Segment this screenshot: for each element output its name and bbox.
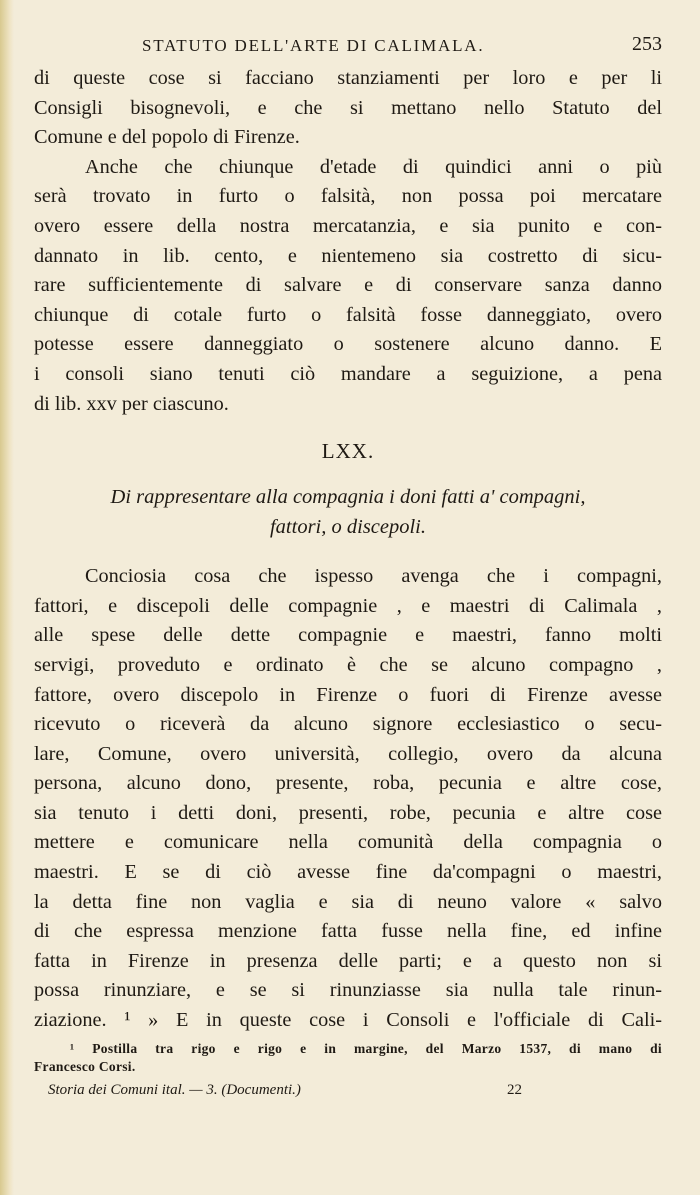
text-line: fattore, overo discepolo in Firenze o fuori di Firenze avesse xyxy=(34,683,662,706)
text-line: Comune e del popolo di Firenze. xyxy=(34,126,300,149)
text-line: di che espressa menzione fatta fusse nella fine, ed infine xyxy=(34,920,662,943)
text-line: i consoli siano tenuti ciò mandare a seguizione, a pena xyxy=(34,362,662,385)
signature-number: 22 xyxy=(507,1081,522,1098)
text-line: di queste cose si facciano stanziamenti per loro e per li xyxy=(34,67,662,89)
text-line: Conciosia cosa che ispesso avenga che i compagni, xyxy=(85,565,662,588)
text-line: dannato in lib. cento, e nientemeno sia costretto di sicu- xyxy=(34,244,662,267)
text-line: serà trovato in furto o falsità, non possa poi mercatare xyxy=(34,185,662,208)
chapter-title-line: Di rappresentare alla compagnia i doni fatti a' compagni, xyxy=(110,486,586,509)
text-line: lare, Comune, overo università, collegio, overo da alcuna xyxy=(34,742,662,765)
footnote-line: ¹ Postilla tra rigo e rigo e in margine, del Marzo 1537, di mano di xyxy=(70,1040,662,1056)
paragraph-continuation xyxy=(34,64,662,153)
text-line: sia tenuto i detti doni, presenti, robe, pecunia e altre cose xyxy=(34,801,662,824)
chapter-number: LXX. xyxy=(321,439,375,464)
text-line: possa rinunziare, e se si rinunziasse sia nulla tale rinun- xyxy=(34,979,662,1002)
running-header xyxy=(34,30,662,64)
running-title: STATUTO DELL'ARTE DI CALIMALA. xyxy=(142,36,485,55)
text-line: fattori, e discepoli delle compagnie , e maestri di Calimala , xyxy=(34,594,662,617)
text-line: Anche che chiunque d'etade di quindici anni o più xyxy=(85,155,662,178)
text-line: chiunque di cotale furto o falsità fosse danneggiato, overo xyxy=(34,303,662,326)
text-line: la detta fine non vaglia e sia di neuno valore « salvo xyxy=(34,890,662,913)
text-line: rare sufficientemente di salvare e di conservare sanza danno xyxy=(34,274,662,297)
printer-signature xyxy=(34,1082,662,1104)
text-line: ziazione. ¹ » E in queste cose i Consoli e l'officiale di Cali- xyxy=(34,1009,662,1032)
text-line: di lib. xxv per ciascuno. xyxy=(34,392,229,415)
paragraph-anche xyxy=(34,153,662,419)
text-line: Consigli bisognevoli, e che si mettano nello Statuto del xyxy=(34,96,662,119)
text-line: potesse essere danneggiato o sostenere alcuno danno. E xyxy=(34,333,662,356)
footnote-line: Francesco Corsi. xyxy=(34,1058,136,1074)
chapter-title xyxy=(34,482,662,542)
text-line: fatta in Firenze in presenza delle parti; e a questo non si xyxy=(34,949,662,972)
page-number: 253 xyxy=(632,33,662,55)
chapter-title-line: fattori, o discepoli. xyxy=(269,516,427,539)
text-line: overo essere della nostra mercatanzia, e sia punito e con- xyxy=(34,214,662,237)
text-line: maestri. E se di ciò avesse fine da'compagni o maestri, xyxy=(34,861,662,884)
text-line: servigi, proveduto e ordinato è che se alcuno compagno , xyxy=(34,653,662,676)
text-line: mettere e comunicare nella comunità della compagnia o xyxy=(34,831,662,854)
signature-text: Storia dei Comuni ital. — 3. (Documenti.) xyxy=(48,1081,301,1098)
page-edge xyxy=(0,0,14,1195)
text-line: persona, alcuno dono, presente, roba, pecunia e altre cose, xyxy=(34,772,662,795)
book-page xyxy=(34,30,662,1104)
text-line: ricevuto o riceverà da alcuno signore ecclesiastico o secu- xyxy=(34,713,662,736)
footnote xyxy=(34,1040,662,1076)
text-line: alle spese delle dette compagnie e maestri, fanno molti xyxy=(34,624,662,647)
paragraph-conciosia xyxy=(34,562,662,1036)
